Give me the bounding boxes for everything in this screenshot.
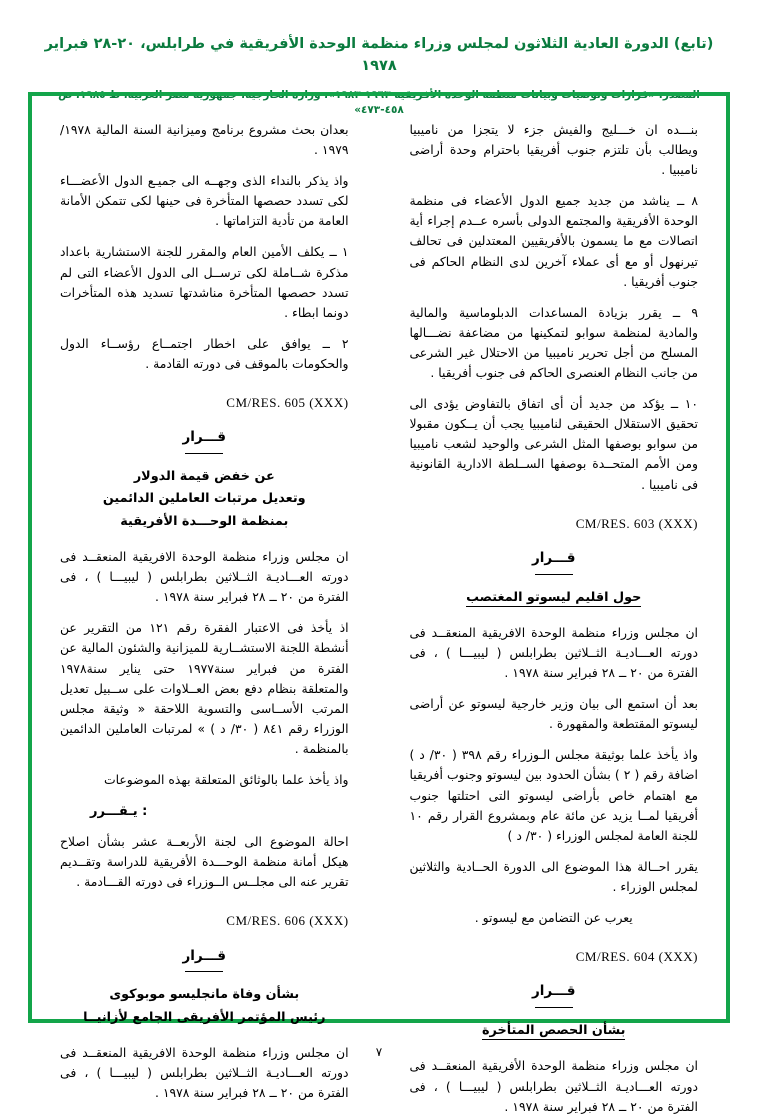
qarar-heading: قـــرار	[531, 983, 576, 1000]
resolution-id-606: CM/RES. 606 (XXX)	[226, 913, 349, 929]
yuqarrir-heading: : يـقـــرر	[90, 804, 148, 820]
resolution-title-line: وتعديل مرتبات العاملين الدائمين	[102, 491, 306, 507]
qarar-underline	[185, 453, 223, 454]
resolution-title-line: بمنظمة الوحـــدة الأفريقية	[120, 513, 289, 529]
resolution-title-605	[60, 466, 349, 533]
qarar-heading: قـــرار	[182, 947, 227, 964]
content-frame	[28, 92, 730, 1114]
paragraph: واذ يأخذ علما بالوثائق المتعلقة بهذه الموضوعات	[103, 772, 349, 788]
qarar-underline	[535, 574, 573, 575]
paragraph: ٩ ــ يقرر بزيادة المساعدات الدبلوماسية والمالية والمادية لمنظمة سوابو لتمكينها من مضاعفة نضـــالها المسلح من أجل تحرير ناميبيا من الاحتلال غير الشرعى من جانب النظام العنصرى الحاكم فى جنوب أفريقيا .	[409, 304, 698, 381]
qarar-underline	[535, 1007, 573, 1008]
resolution-id-603: CM/RES. 603 (XXX)	[575, 515, 698, 531]
paragraph: ان مجلس وزراء منظمة الوحدة الأفريقية المنعقــد فى دورته العـــاديـة الثــلاثين بطرابلس ( ليبيـــا ) ، فى الفترة من ٢٠ ــ ٢٨ فبراير سنة ١٩٧٨ .	[409, 1058, 698, 1114]
paragraph: واذ يذكر بالنداء الذى وجهــه الى جميـع الدول الأعضـــاء لكى تسدد حصصها المتأخرة فى حينها لكى تتمكن الأمانة العامة من تأدية التزاماتها .	[60, 173, 349, 229]
paragraph: ان مجلس وزراء منظمة الوحدة الافريقية المنعقــد فى دورته العـــاديـة الثــلاثين بطرابلس ( ليبيـــا ) ، فى الفترة من ٢٠ ــ ٢٨ فبراير سنة ١٩٧٨ .	[409, 624, 698, 681]
column-divider	[379, 120, 380, 1003]
qarar-underline	[185, 971, 223, 972]
content-columns	[38, 102, 720, 1114]
resolution-id-605: CM/RES. 605 (XXX)	[226, 395, 349, 411]
resolution-title-line: حول اقليم ليسوتو المغتصب	[466, 589, 642, 605]
paragraph: واذ يأخذ علما بوثيقة مجلس الـوزراء رقم ٣٩٨ ( ٣٠/ د ) اضافة رقم ( ٢ ) بشأن الحدود بين ليسوتو وجنوب أفريقيا مع اهتمام خاص بأراضى ليسوتو التى احتلتها جنوب أفريقيا لمــا يزيد عن مائة عام وبمشروع القرار رقم ١٠ للجنة العامة لمجلس الوزراء ( ٣٠/ د )	[409, 747, 698, 843]
paragraph: بعدان بحث مشروع برنامج وميزانية السنة المالية ١٩٧٨/ ١٩٧٩ .	[60, 122, 349, 158]
column-right	[409, 120, 698, 1114]
paragraph: ٨ ــ يناشد من جديد جميع الدول الأعضاء فى منظمة الوحدة الأفريقية والمجتمع الدولى بأسره عــدم إجراء أية اتصالات مع ما يسمون بالأفريقيين المعتدلين فى تحالف تيرنهول أو مع أى عملاء آخرين لدى النظام الحاكم فى جنوب أفريقيا .	[409, 193, 698, 289]
resolution-title-606	[60, 984, 349, 1029]
resolution-title-line: بشأن وفاة مانجليسو موبوكوى	[109, 987, 300, 1003]
qarar-heading: قـــرار	[531, 549, 576, 566]
resolution-title-603	[409, 587, 698, 609]
header-source: المصدر: «قرارات وتوصيات وبيانات منظمة الوحدة الأفريقية ١٩٦٣-١٩٨٣»، وزارة الخارجية، جمهورية مصر العربية، ط ١٩٨٥، ص ٤٥٨-٤٧٣»	[58, 88, 700, 117]
resolution-title-line: بشأن الحصص المتأخرة	[481, 1023, 626, 1039]
paragraph: ان مجلس وزراء منظمة الوحدة الافريقية المنعقــد فى دورته العـــاديـة الثــلاثين بطرابلس ( ليبيـــا ) ، فى الفترة من ٢٠ ــ ٢٨ فبراير سنة ١٩٧٨ .	[60, 549, 349, 605]
resolution-id-604: CM/RES. 604 (XXX)	[575, 949, 698, 965]
paragraph: ١ ــ يكلف الأمين العام والمقرر للجنة الاستشارية باعداد مذكرة شــاملة لكى ترســل الى الدول الأعضاء التى لم تسدد حصصها المتأخرة مناشدتها تسديد هذه المتأخرات دونما ابطاء .	[60, 244, 349, 320]
paragraph: ١٠ ــ يؤكد من جديد أن أى اتفاق بالتفاوض يؤدى الى تحقيق الاستقلال الحقيقى لناميبيا يجب أن يــكون مقبولا من سوابو بوصفها المثل الشرعى والوحيد لشعب ناميبيا ومن الأمم المتحــدة بوصفها الســلطة الادارية القانونية فى ناميبيا .	[409, 396, 698, 492]
paragraph: ان مجلس وزراء منظمة الوحدة الافريقية المنعقــد فى دورته العـــاديـة الثــلاثين بطرابلس ( ليبيـــا ) ، فى الفترة من ٢٠ ــ ٢٨ فبراير سنة ١٩٧٨ .	[60, 1045, 349, 1101]
resolution-title-604	[409, 1020, 698, 1042]
paragraph: احالة الموضوع الى لجنة الأربعــة عشر بشأن اصلاح هيكل أمانة منظمة الوحـــدة الأفريقية للدراسة وتقــديم تقرير عنه الى مجلــس الــوزراء فى دورته القـــادمة .	[60, 834, 349, 890]
paragraph: اذ يأخذ فى الاعتبار الفقرة رقم ١٢١ من التقرير عن أنشطة اللجنة الاستشــارية للميزانية والشئون المالية عن الفترة من فبراير سنة١٩٧٧ حتى يناير سنة١٩٧٨ والمتعلقة بنظام دفع بعض العــلاوات على ســبيل تعديل المرتب الأســاسى والتسوية اللاحقة « وثيقة مجلس الوزراء رقم ٨٤١ ( ٣٠/ د ) » لمرتبات العاملين الدائمين بالمنظمة .	[60, 620, 349, 756]
paragraph: يعرب عن التضامن مع ليسوتو .	[474, 910, 633, 926]
paragraph: بنـــده ان خـــليج والفيش جزء لا يتجزا من ناميبيا ويطالب بأن تلتزم جنوب أفريقيا باحترام وحدة أراضى ناميبيا .	[409, 122, 698, 178]
resolution-title-line: عن خفض قيمة الدولار	[133, 468, 275, 484]
qarar-heading: قـــرار	[182, 429, 227, 446]
paragraph: بعد أن استمع الى بيان وزير خارجية ليسوتو عن أراضى ليسوتو المقتطعة والمقهورة .	[409, 696, 698, 732]
paragraph: يقرر احــالة هذا الموضوع الى الدورة الحــادية والثلاثين لمجلس الوزراء .	[409, 858, 698, 894]
header-title: (تابع) الدورة العادية الثلاثون لمجلس وزراء منظمة الوحدة الأفريقية في طرابلس، ٢٠-٢٨ فبراير ١٩٧٨	[44, 36, 714, 74]
paragraph: ٢ ــ يوافق على اخطار اجتمــاع رؤســاء الدول والحكومات بالموقف فى دورته القادمة .	[60, 335, 349, 371]
column-left	[60, 120, 349, 1101]
page-number: ٧	[375, 1045, 383, 1059]
resolution-title-line: رئيس المؤتمر الأفريقى الجامع لأزانيــا	[83, 1009, 326, 1025]
